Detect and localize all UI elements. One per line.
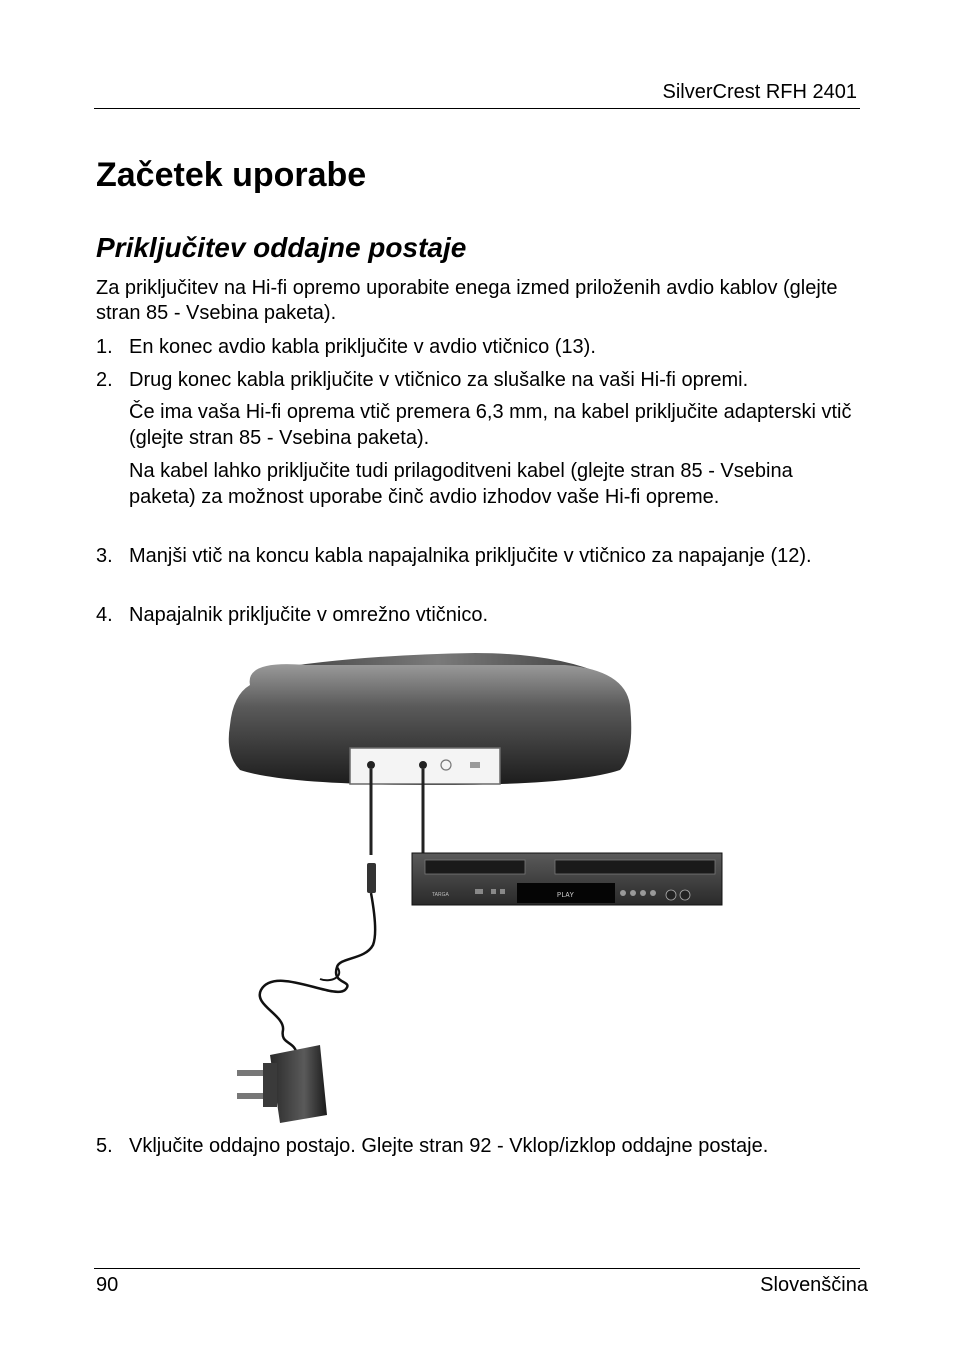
step-2-note-adapter: Če ima vaša Hi-fi oprema vtič premera 6,3 mm, na kabel priključite adapterski vtič (glejte stran 85 - Vsebina paketa). bbox=[129, 401, 852, 449]
audio-jack bbox=[367, 761, 375, 769]
step-2-note-cinch: Na kabel lahko priključite tudi prilagoditveni kabel (glejte stran 85 - Vsebina paketa) za možnost uporabe činč avdio izhodov vaše Hi-fi opreme. bbox=[129, 460, 793, 508]
transmitter-base bbox=[229, 653, 632, 785]
power-jack bbox=[419, 761, 427, 769]
header-rule bbox=[94, 108, 860, 109]
power-cable bbox=[260, 863, 376, 1055]
switch-icon bbox=[470, 762, 480, 768]
step-number: 2. bbox=[96, 369, 113, 391]
intro-paragraph: Za priključitev na Hi-fi opremo uporabite enega izmed priloženih avdio kablov (glejte stran 85 - Vsebina paketa). bbox=[96, 277, 838, 324]
page-number: 90 bbox=[96, 1274, 119, 1296]
step-number: 5. bbox=[96, 1135, 113, 1157]
step-text: En konec avdio kabla priključite v avdio vtičnico (13). bbox=[129, 336, 596, 358]
page-title: Začetek uporabe bbox=[96, 156, 367, 194]
step-4 bbox=[96, 602, 866, 628]
hifi-device bbox=[412, 853, 722, 905]
header-product: SilverCrest RFH 2401 bbox=[662, 81, 857, 103]
step-number: 4. bbox=[96, 604, 113, 626]
step-1 bbox=[96, 334, 866, 360]
step-text: Vključite oddajno postajo. Glejte stran 92 - Vklop/izklop oddajne postaje. bbox=[129, 1135, 769, 1157]
footer-rule bbox=[94, 1268, 860, 1269]
step-text: Napajalnik priključite v omrežno vtičnico. bbox=[129, 604, 489, 626]
step-number: 3. bbox=[96, 545, 113, 567]
step-number: 1. bbox=[96, 336, 113, 358]
section-heading: Priključitev oddajne postaje bbox=[96, 232, 467, 263]
connection-illustration bbox=[225, 645, 725, 1125]
step-2 bbox=[96, 367, 866, 393]
device-brand-label: TARGA bbox=[432, 892, 449, 898]
step-text: Manjši vtič na koncu kabla napajalnika priključite v vtičnico za napajanje (12). bbox=[129, 545, 812, 567]
power-adapter bbox=[237, 1045, 327, 1123]
device-display-text: PLAY bbox=[557, 892, 574, 900]
step-5 bbox=[96, 1133, 866, 1159]
step-text: Drug konec kabla priključite v vtičnico za slušalke na vaši Hi-fi opremi. bbox=[129, 369, 749, 391]
footer-language: Slovenščina bbox=[760, 1274, 868, 1296]
step-3 bbox=[96, 543, 866, 569]
